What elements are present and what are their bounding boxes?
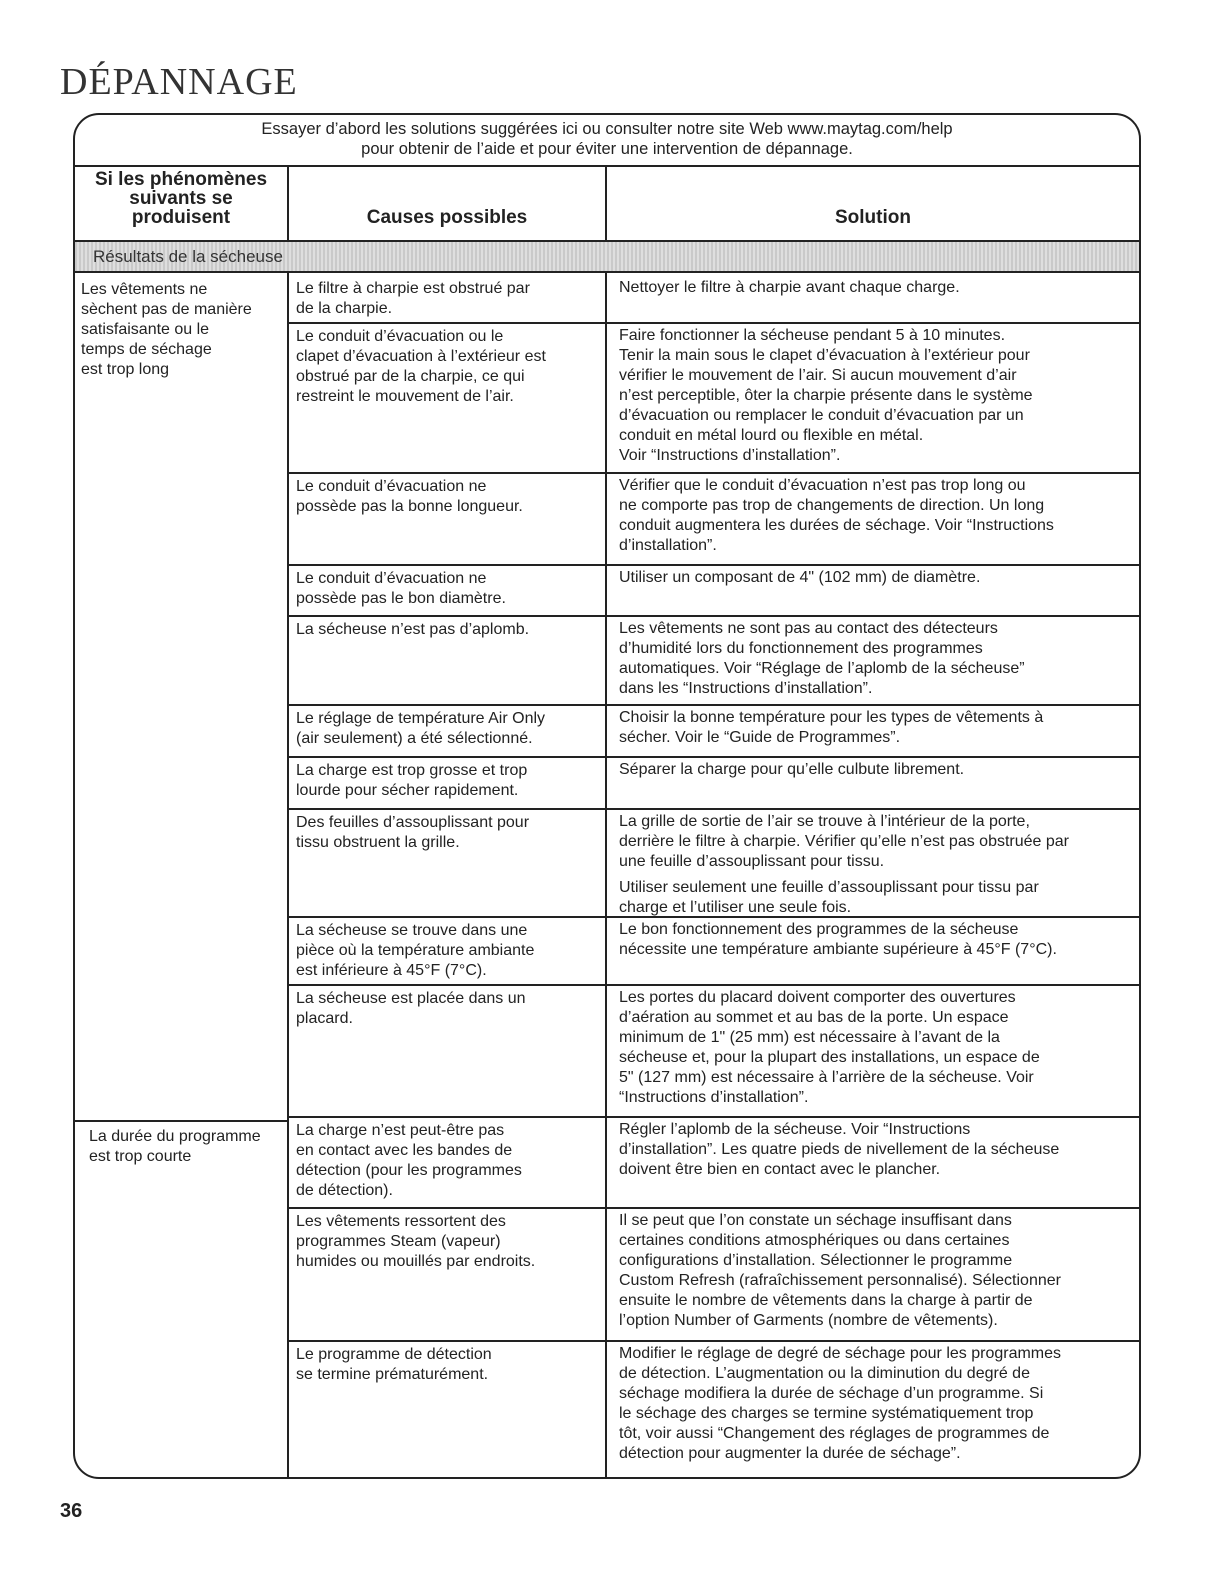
cause-text-line: tissu obstruent la grille.	[296, 834, 460, 851]
solution-text-line: ne comporte pas trop de changements de direction. Un long	[619, 497, 1045, 514]
solution-text	[619, 278, 960, 298]
cause-text-line: pièce où la température ambiante	[296, 942, 535, 959]
row-separator	[287, 564, 1141, 566]
cause-text-line: détection (pour les programmes	[296, 1162, 522, 1179]
problem-text	[81, 280, 252, 380]
solution-text-line: La grille de sortie de l’air se trouve à l’intérieur de la porte,	[619, 813, 1030, 830]
cause-text	[296, 620, 529, 640]
cause-text-line: se termine prématurément.	[296, 1366, 489, 1383]
problem-line: Les vêtements ne	[81, 281, 208, 298]
problem-line: temps de séchage	[81, 341, 212, 358]
solution-text-line: Utiliser un composant de 4" (102 mm) de diamètre.	[619, 569, 981, 586]
solution-text-line: “Instructions d’installation”.	[619, 1089, 809, 1106]
solution-text	[619, 708, 1043, 748]
solution-text	[619, 920, 1057, 960]
row-separator	[287, 704, 1141, 706]
cause-text-line: en contact avec les bandes de	[296, 1142, 513, 1159]
solution-text-line: d’installation”. Les quatre pieds de nivellement de la sécheuse	[619, 1141, 1060, 1158]
row-separator	[287, 322, 1141, 324]
solution-text	[619, 1120, 1059, 1180]
solution-text	[619, 878, 1039, 918]
solution-text-line: automatiques. Voir “Réglage de l’aplomb de la sécheuse”	[619, 660, 1025, 677]
header-solution: Solution	[835, 207, 911, 228]
cause-text-line: de détection).	[296, 1182, 393, 1199]
cause-text	[296, 1212, 535, 1272]
problem-line: est trop courte	[89, 1148, 192, 1165]
header-problem-line: Si les phénomènes	[94, 169, 268, 190]
solution-text-line: Il se peut que l’on constate un séchage insuffisant dans	[619, 1212, 1012, 1229]
cause-text	[296, 1345, 492, 1385]
cause-text-line: La sécheuse se trouve dans une	[296, 922, 528, 939]
cause-text-line: Le programme de détection	[296, 1346, 492, 1363]
solution-text	[619, 476, 1054, 556]
cause-text-line: Des feuilles d’assouplissant pour	[296, 814, 530, 831]
header-causes: Causes possibles	[366, 207, 528, 228]
solution-text-line: configurations d’installation. Sélectionner le programme	[619, 1252, 1013, 1269]
solution-text-line: Utiliser seulement une feuille d’assouplissant pour tissu par	[619, 879, 1039, 896]
solution-text	[619, 1344, 1061, 1464]
page-title: DÉPANNAGE	[60, 61, 298, 103]
cause-text-line: possède pas la bonne longueur.	[296, 498, 523, 515]
cause-text-line: La sécheuse est placée dans un	[296, 990, 526, 1007]
solution-text-line: nécessite une température ambiante supérieure à 45°F (7°C).	[619, 941, 1057, 958]
row-separator	[287, 472, 1141, 474]
solution-text-line: séchage modifiera la durée de séchage d’un programme. Si	[619, 1385, 1044, 1402]
solution-text-line: Tenir la main sous le clapet d’évacuation à l’extérieur pour	[619, 347, 1030, 364]
solution-text	[619, 326, 1033, 466]
header-top-rule	[73, 165, 1141, 167]
intro-line: pour obtenir de l’aide et pour éviter une intervention de dépannage.	[361, 140, 853, 158]
cause-text	[296, 279, 530, 319]
solution-text	[619, 568, 980, 588]
problem-separator	[75, 1120, 287, 1122]
problem-line: La durée du programme	[89, 1128, 261, 1145]
cause-text-line: lourde pour sécher rapidement.	[296, 782, 519, 799]
solution-text-line: conduit en métal lourd ou flexible en métal.	[619, 427, 924, 444]
solution-text-line: Faire fonctionner la sécheuse pendant 5 à 10 minutes.	[619, 327, 1006, 344]
cause-text-line: humides ou mouillés par endroits.	[296, 1253, 536, 1270]
solution-text	[619, 760, 964, 780]
solution-text-line: charge et l’utiliser une seule fois.	[619, 899, 852, 916]
solution-text-line: Modifier le réglage de degré de séchage pour les programmes	[619, 1345, 1062, 1362]
cause-text-line: de la charpie.	[296, 300, 393, 317]
solution-text-line: sécher. Voir le “Guide de Programmes”.	[619, 729, 901, 746]
cause-text	[296, 813, 529, 853]
solution-text	[619, 619, 1025, 699]
solution-text	[619, 988, 1040, 1108]
solution-text-line: Les portes du placard doivent comporter des ouvertures	[619, 989, 1016, 1006]
row-separator	[287, 916, 1141, 918]
solution-text-line: ensuite le nombre de vêtements dans la charge à partir de	[619, 1292, 1033, 1309]
solution-text-line: de détection. L’augmentation ou la diminution du degré de	[619, 1365, 1030, 1382]
solution-text-line: Custom Refresh (rafraîchissement personnalisé). Sélectionner	[619, 1272, 1061, 1289]
cause-text	[296, 709, 545, 749]
cause-text	[296, 1121, 522, 1201]
cause-text-line: obstrué par de la charpie, ce qui	[296, 368, 525, 385]
problem-line: satisfaisante ou le	[81, 321, 210, 338]
cause-text	[296, 761, 527, 801]
row-separator	[287, 615, 1141, 617]
row-separator	[287, 1116, 1141, 1118]
cause-text-line: placard.	[296, 1010, 353, 1027]
solution-text-line: Voir “Instructions d’installation”.	[619, 447, 841, 464]
solution-text-line: d’humidité lors du fonctionnement des programmes	[619, 640, 983, 657]
solution-text-line: Les vêtements ne sont pas au contact des détecteurs	[619, 620, 998, 637]
section-band	[75, 240, 1139, 273]
cause-text	[296, 569, 506, 609]
intro-line: Essayer d’abord les solutions suggérées ici ou consulter notre site Web www.maytag.com/help	[261, 120, 953, 138]
header-problem-line: suivants se	[129, 188, 233, 209]
cause-text	[296, 989, 526, 1029]
solution-text-line: Nettoyer le filtre à charpie avant chaque charge.	[619, 279, 960, 296]
solution-text-line: Vérifier que le conduit d’évacuation n’est pas trop long ou	[619, 477, 1026, 494]
row-separator	[287, 984, 1141, 986]
solution-text-line: 5" (127 mm) est nécessaire à l’arrière de la sécheuse. Voir	[619, 1069, 1034, 1086]
solution-text	[619, 812, 1069, 872]
cause-text-line: Les vêtements ressortent des	[296, 1213, 506, 1230]
solution-text-line: l’option Number of Garments (nombre de vêtements).	[619, 1312, 998, 1329]
solution-text-line: le séchage des charges se termine systématiquement trop	[619, 1405, 1034, 1422]
cause-text-line: restreint le mouvement de l’air.	[296, 388, 514, 405]
header-problem-line: produisent	[131, 207, 231, 228]
page-number: 36	[60, 1500, 83, 1522]
solution-text-line: d’aération au sommet et au bas de la porte. Un espace	[619, 1009, 1009, 1026]
solution-text-line: Régler l’aplomb de la sécheuse. Voir “Instructions	[619, 1121, 971, 1138]
solution-text-line: Séparer la charge pour qu’elle culbute librement.	[619, 761, 965, 778]
solution-text	[619, 1211, 1061, 1331]
solution-text-line: minimum de 1" (25 mm) est nécessaire à l’avant de la	[619, 1029, 1000, 1046]
row-separator	[287, 1207, 1141, 1209]
header-problem	[75, 170, 287, 227]
problem-line: est trop long	[81, 361, 170, 378]
cause-text-line: programmes Steam (vapeur)	[296, 1233, 501, 1250]
cause-text-line: La charge est trop grosse et trop	[296, 762, 528, 779]
solution-text-line: n’est perceptible, ôter la charpie présente dans le système	[619, 387, 1033, 404]
cause-text-line: est inférieure à 45°F (7°C).	[296, 962, 487, 979]
solution-text-line: tôt, voir aussi “Changement des réglages de programmes de	[619, 1425, 1050, 1442]
intro-text	[73, 119, 1141, 159]
solution-text-line: dans les “Instructions d’installation”.	[619, 680, 873, 697]
solution-text-line: vérifier le mouvement de l’air. Si aucun mouvement d’air	[619, 367, 1017, 384]
cause-text-line: (air seulement) a été sélectionné.	[296, 730, 533, 747]
solution-text-line: Le bon fonctionnement des programmes de la sécheuse	[619, 921, 1019, 938]
solution-text-line: détection pour augmenter la durée de séchage”.	[619, 1445, 961, 1462]
solution-text-line: doivent être bien en contact avec le plancher.	[619, 1161, 941, 1178]
cause-text-line: La sécheuse n’est pas d’aplomb.	[296, 621, 530, 638]
solution-text-line: d’évacuation ou remplacer le conduit d’évacuation par un	[619, 407, 1024, 424]
cause-text-line: La charge n’est peut-être pas	[296, 1122, 505, 1139]
cause-text	[296, 921, 534, 981]
row-separator	[287, 808, 1141, 810]
solution-text-line: d’installation”.	[619, 537, 717, 554]
cause-text-line: Le conduit d’évacuation ne	[296, 478, 487, 495]
cause-text-line: possède pas le bon diamètre.	[296, 590, 506, 607]
problem-line: sèchent pas de manière	[81, 301, 252, 318]
row-separator	[287, 1340, 1141, 1342]
cause-text	[296, 327, 546, 407]
row-separator	[287, 756, 1141, 758]
solution-text-line: sécheuse et, pour la plupart des installations, un espace de	[619, 1049, 1040, 1066]
cause-text-line: Le conduit d’évacuation ne	[296, 570, 487, 587]
cause-text-line: Le filtre à charpie est obstrué par	[296, 280, 530, 297]
solution-text-line: une feuille d’assouplissant pour tissu.	[619, 853, 885, 870]
cause-text-line: Le conduit d’évacuation ou le	[296, 328, 504, 345]
solution-text-line: Choisir la bonne température pour les types de vêtements à	[619, 709, 1044, 726]
cause-text-line: clapet d’évacuation à l’extérieur est	[296, 348, 546, 365]
column-divider	[287, 166, 289, 1479]
problem-text	[89, 1127, 261, 1167]
solution-text-line: certaines conditions atmosphériques ou dans certaines	[619, 1232, 1010, 1249]
section-title: Résultats de la sécheuse	[93, 247, 283, 266]
column-divider	[605, 166, 607, 1479]
solution-text-line: derrière le filtre à charpie. Vérifier qu’elle n’est pas obstruée par	[619, 833, 1070, 850]
cause-text-line: Le réglage de température Air Only	[296, 710, 546, 727]
cause-text	[296, 477, 523, 517]
solution-text-line: conduit augmentera les durées de séchage. Voir “Instructions	[619, 517, 1054, 534]
